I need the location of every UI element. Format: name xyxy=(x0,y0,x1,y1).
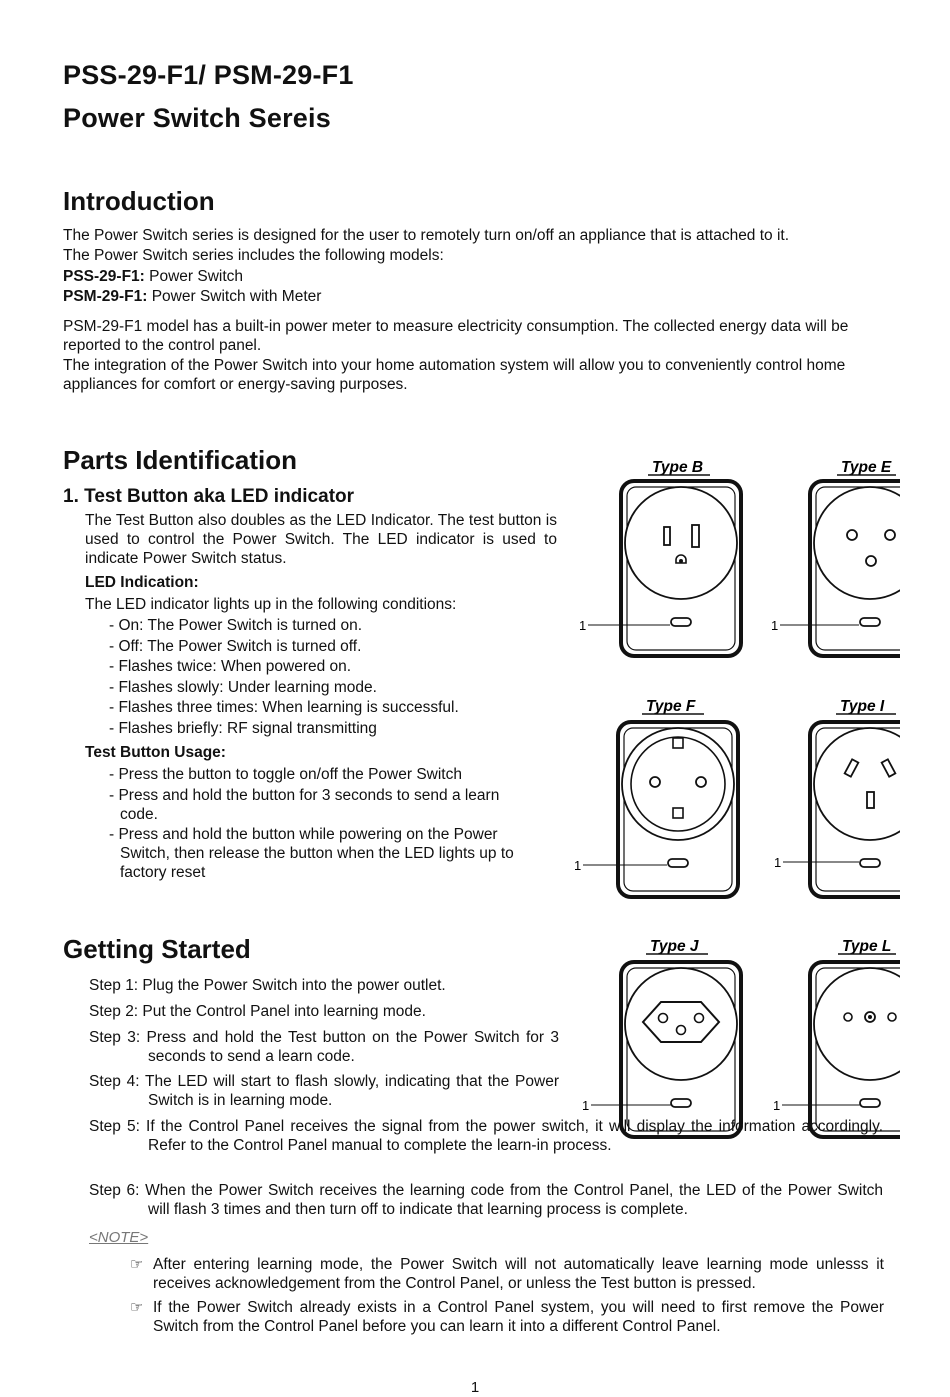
pointing-hand-icon: ☞ xyxy=(130,1256,144,1273)
callout-number: 1 xyxy=(773,1098,781,1113)
note-item xyxy=(130,1298,884,1336)
test-button-subheading: 1. Test Button aka LED indicator xyxy=(63,486,355,507)
led-item: - Off: The Power Switch is turned off. xyxy=(109,638,362,655)
step-3: Step 3: Press and hold the Test button on the Power Switch for 3 seconds to send a learn code. xyxy=(89,1029,559,1065)
usage-item: - Press the button to toggle on/off the Power Switch xyxy=(109,766,462,783)
type-f-label: Type F xyxy=(646,698,696,715)
type-j-label: Type J xyxy=(650,938,699,955)
step-6: Step 6: When the Power Switch receives the learning code from the Control Panel, the LED of the Power Switch will flash 3 times and then turn off to indicate that learning process is complete. xyxy=(89,1182,883,1218)
introduction-heading: Introduction xyxy=(63,186,215,216)
model-psm xyxy=(63,287,321,307)
intro-meter-paragraph: PSM-29-F1 model has a built-in power meter to measure electricity consumption. The collected energy data will be reported to the control panel. xyxy=(63,318,849,354)
callout-number: 1 xyxy=(774,855,782,870)
model-code: PSM-29-F1: xyxy=(63,288,148,305)
test-button-usage-heading: Test Button Usage: xyxy=(85,744,226,761)
series-title: Power Switch Sereis xyxy=(63,103,331,133)
step-1: Step 1: Plug the Power Switch into the power outlet. xyxy=(89,977,446,994)
plug-types-figure xyxy=(570,452,900,1142)
note-text: If the Power Switch already exists in a Control Panel system, you will need to first remove the Power Switch from the Control Panel before you can learn it into a different Control Panel. xyxy=(153,1299,884,1335)
page-number: 1 xyxy=(470,1379,480,1396)
type-l-label: Type L xyxy=(842,938,892,955)
callout-number: 1 xyxy=(579,618,587,633)
callout-number: 1 xyxy=(771,618,779,633)
usage-item: - Press and hold the button for 3 seconds to send a learn code. xyxy=(109,787,500,823)
step-5-text: Step 5: If the Control Panel receives the signal from the power switch, it will display the information accordingly. Refer to the Control Panel manual to complete the learn-in process. xyxy=(89,1118,883,1154)
model-code: PSS-29-F1: xyxy=(63,268,145,285)
model-name: Power Switch with Meter xyxy=(147,288,322,305)
intro-line-2: The Power Switch series includes the following models: xyxy=(63,247,444,264)
led-item: - Flashes briefly: RF signal transmitting xyxy=(109,720,377,737)
led-item: - Flashes three times: When learning is successful. xyxy=(109,699,459,716)
intro-line-1: The Power Switch series is designed for the user to remotely turn on/off an appliance that is attached to it. xyxy=(63,227,790,244)
type-b-socket xyxy=(579,459,741,656)
pointing-hand-icon: ☞ xyxy=(130,1299,144,1316)
parts-heading: Parts Identification xyxy=(63,445,298,475)
led-indication-heading: LED Indication: xyxy=(85,574,199,591)
document-title: PSS-29-F1/ PSM-29-F1 xyxy=(63,60,354,90)
type-j-socket xyxy=(582,938,741,1137)
led-indication-intro: The LED indicator lights up in the following conditions: xyxy=(85,596,457,613)
getting-started-heading: Getting Started xyxy=(63,934,251,964)
step-5 xyxy=(89,1117,883,1155)
intro-integration-paragraph: The integration of the Power Switch into your home automation system will allow you to conveniently control home appliances for comfort or energy-saving purposes. xyxy=(63,357,846,393)
led-item: - On: The Power Switch is turned on. xyxy=(109,617,362,634)
type-l-socket xyxy=(773,938,900,1137)
model-pss xyxy=(63,267,243,287)
model-name: Power Switch xyxy=(144,268,244,285)
step-4: Step 4: The LED will start to flash slowly, indicating that the Power Switch is in learning mode. xyxy=(89,1073,559,1109)
step-2: Step 2: Put the Control Panel into learning mode. xyxy=(89,1003,426,1020)
led-item: - Flashes slowly: Under learning mode. xyxy=(109,679,377,696)
type-f-socket xyxy=(574,698,738,897)
type-i-label: Type I xyxy=(840,698,885,715)
note-text: After entering learning mode, the Power Switch will not automatically leave learning mode unlesss it receives acknowledgement from the Control Panel, or unless the Test button is pressed. xyxy=(153,1256,884,1292)
type-e-socket xyxy=(771,459,900,656)
note-label: <NOTE> xyxy=(89,1229,149,1246)
callout-number: 1 xyxy=(582,1098,590,1113)
note-item xyxy=(130,1255,884,1293)
test-button-description: The Test Button also doubles as the LED Indicator. The test button is used to control the Power Switch. The LED indicator is used to indicate Power Switch status. xyxy=(85,512,557,567)
type-i-socket xyxy=(774,698,900,897)
callout-number: 1 xyxy=(574,858,582,873)
led-item: - Flashes twice: When powered on. xyxy=(109,658,352,675)
type-b-label: Type B xyxy=(652,459,704,476)
type-e-label: Type E xyxy=(841,459,892,476)
usage-item: - Press and hold the button while powering on the Power Switch, then release the button when the LED lights up to factory reset xyxy=(109,826,514,881)
